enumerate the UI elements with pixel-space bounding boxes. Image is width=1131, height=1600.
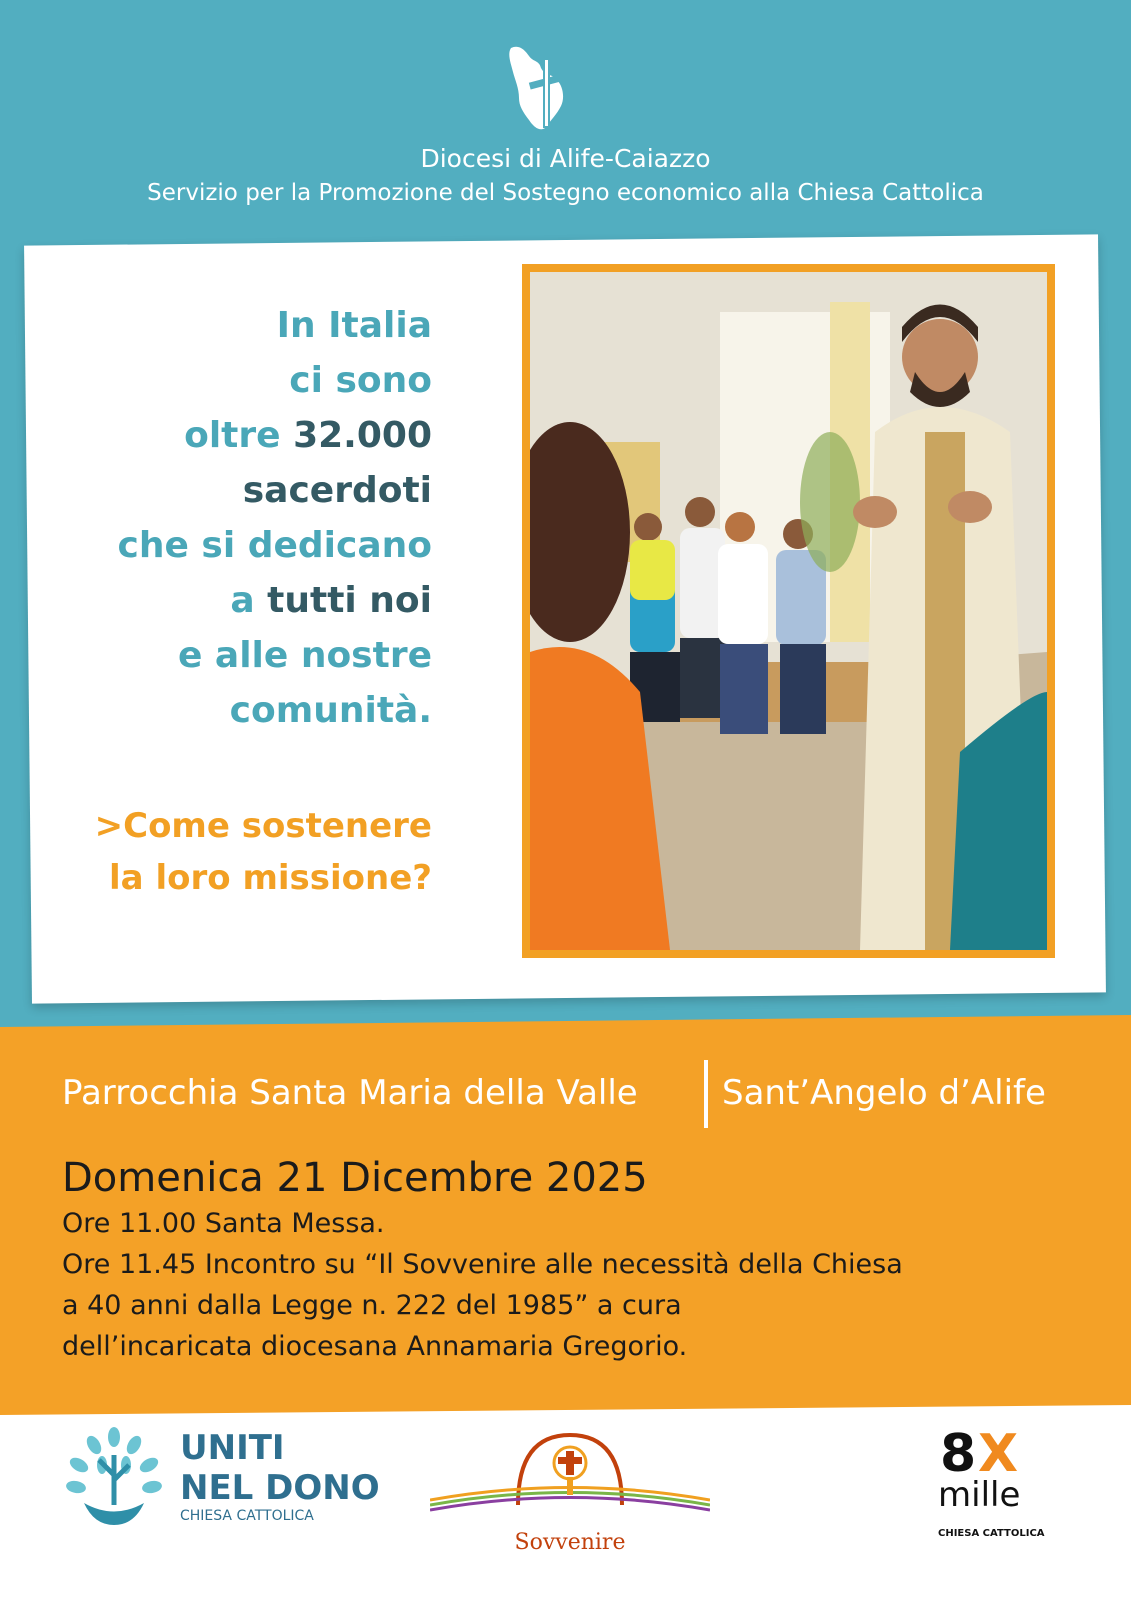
uniti-nel-dono-tree-icon (64, 1425, 164, 1530)
photo-illustration (530, 272, 1047, 950)
headline-line-8: comunità. (229, 690, 432, 731)
otto-digit: 8 (940, 1424, 977, 1484)
event-line: dell’incaricata diocesana Annamaria Gregorio. (62, 1331, 688, 1362)
headline-line-7: e alle nostre (177, 635, 432, 676)
headline-line-6a: a (230, 580, 268, 621)
headline-line-3a: oltre (184, 415, 294, 456)
headline (60, 298, 432, 738)
sovvenire-logo-icon (430, 1425, 710, 1530)
diocese-name: Diocesi di Alife-Caiazzo (420, 144, 711, 173)
headline-line-1: In Italia (276, 305, 432, 346)
question-line-1: >Come sostenere (94, 806, 432, 846)
event-line: Ore 11.00 Santa Messa. (62, 1208, 385, 1239)
uniti-logo-text (180, 1428, 380, 1508)
headline-line-6 (60, 573, 432, 628)
question-line-2: la loro missione? (109, 858, 432, 898)
uniti-line-2: NEL DONO (180, 1468, 380, 1508)
headline-line-4: sacerdoti (242, 470, 432, 511)
parish-divider (704, 1060, 708, 1128)
parish-name: Parrocchia Santa Maria della Valle (62, 1073, 638, 1113)
sovvenire-label: Sovvenire (514, 1530, 626, 1555)
mille-subtitle: CHIESA CATTOLICA (938, 1528, 1045, 1539)
event-line: a 40 anni dalla Legge n. 222 del 1985” a cura (62, 1290, 682, 1321)
uniti-line-1: UNITI (180, 1428, 285, 1468)
town-name: Sant’Angelo d’Alife (722, 1073, 1046, 1113)
diocese-logo-icon (505, 40, 585, 136)
headline-line-5: che si dedicano (117, 525, 432, 566)
event-details (62, 1203, 903, 1367)
headline-line-6b: tutti noi (267, 580, 432, 621)
headline-line-2: ci sono (289, 360, 432, 401)
event-date: Domenica 21 Dicembre 2025 (62, 1155, 648, 1201)
service-name: Servizio per la Promozione del Sostegno economico alla Chiesa Cattolica (147, 180, 984, 206)
priest-with-youth-photo (530, 272, 1047, 950)
photo-frame (522, 264, 1055, 958)
uniti-line-3: CHIESA CATTOLICA (180, 1508, 314, 1524)
question (60, 800, 432, 904)
event-line: Ore 11.45 Incontro su “Il Sovvenire alle necessità della Chiesa (62, 1249, 903, 1280)
headline-number: 32.000 (293, 415, 432, 456)
otto-x: X (978, 1424, 1019, 1484)
headline-line-3 (60, 408, 432, 463)
mille-word: mille (938, 1475, 1021, 1515)
